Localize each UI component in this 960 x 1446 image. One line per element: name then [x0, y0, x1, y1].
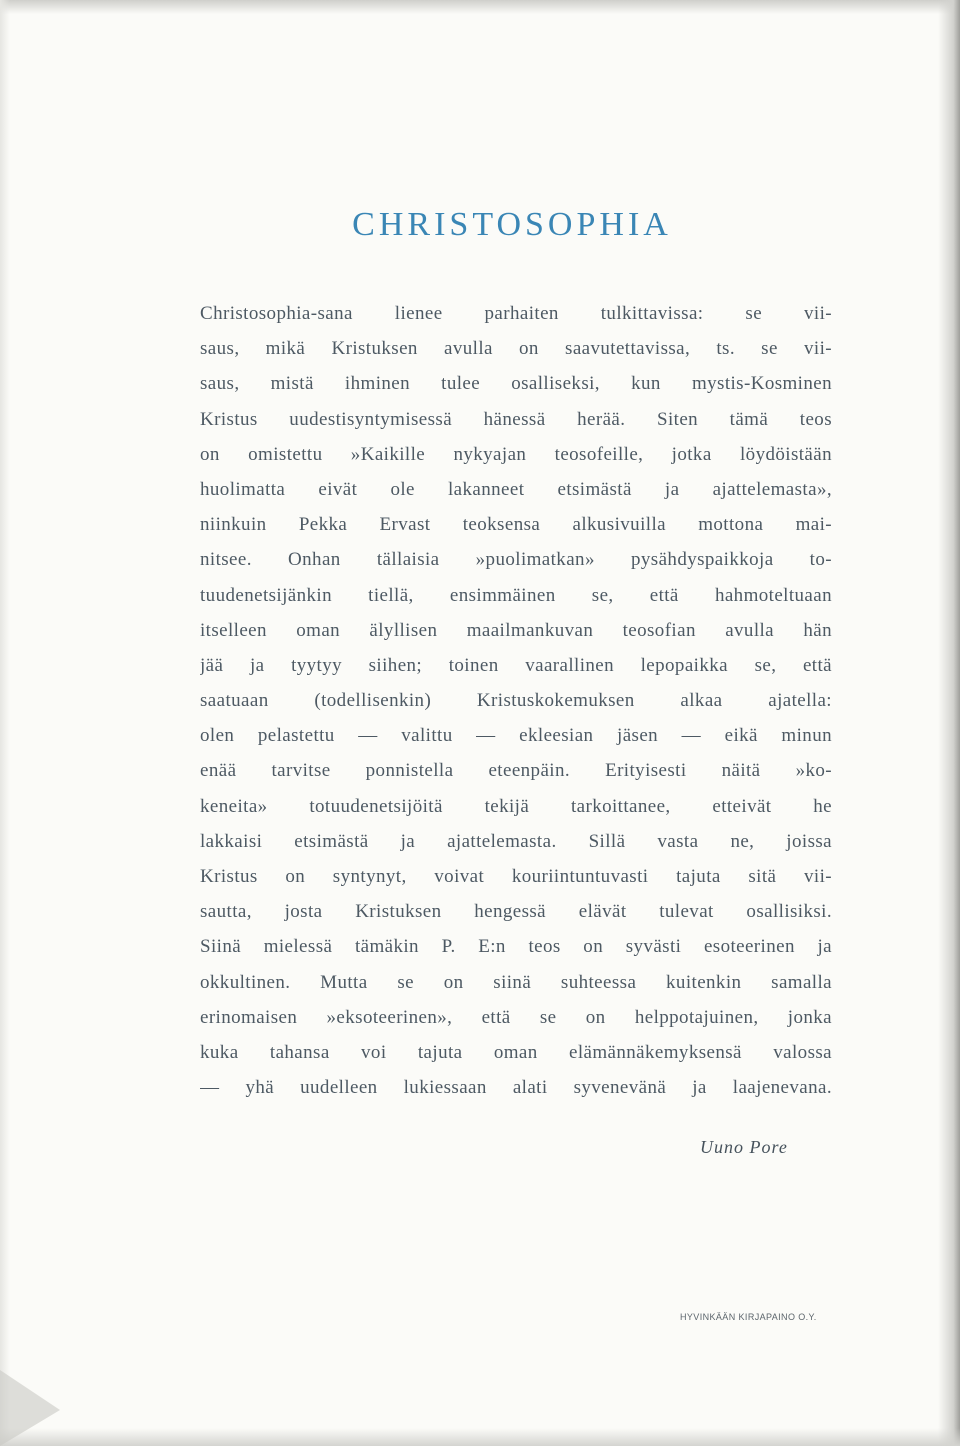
body-line: keneita» totuudenetsijöitä tekijä tarkoittanee, etteivät he [200, 795, 832, 817]
body-line: lakkaisi etsimästä ja ajattelemasta. Sillä vasta ne, joissa [200, 830, 832, 852]
author-signature: Uuno Pore [700, 1137, 788, 1157]
body-line: enää tarvitse ponnistella eteenpäin. Erityisesti näitä »ko- [200, 760, 832, 782]
body-line: olen pelastettu — valittu — ekleesian jäsen — eikä minun [200, 725, 832, 747]
scan-edge-top [0, 0, 960, 14]
body-line: saatuaan (todellisenkin) Kristuskokemuksen alkaa ajatella: [200, 690, 832, 712]
body-line: niinkuin Pekka Ervast teoksensa alkusivuilla mottona mai- [200, 514, 832, 536]
scan-edge-left [0, 0, 10, 1446]
body-line: saus, mistä ihminen tulee osalliseksi, kun mystis-Kosminen [200, 373, 832, 395]
body-line: saus, mikä Kristuksen avulla on saavutettavissa, ts. se vii- [200, 338, 832, 360]
body-line: jää ja tyytyy siihen; toinen vaarallinen lepopaikka se, että [200, 654, 832, 676]
scan-edge-right [938, 0, 960, 1446]
body-line: nitsee. Onhan tällaisia »puolimatkan» pysähdyspaikkoja to- [200, 549, 832, 571]
body-line: itselleen oman älyllisen maailmankuvan teosofian avulla hän [200, 619, 832, 641]
page-title: CHRISTOSOPHIA [352, 206, 672, 243]
body-line: kuka tahansa voi tajuta oman elämännäkemyksensä valossa [200, 1041, 832, 1063]
body-line: huolimatta eivät ole lakanneet etsimästä ja ajattelemasta», [200, 478, 832, 500]
body-line: Kristus on syntynyt, voivat kouriintuntuvasti tajuta sitä vii- [200, 866, 832, 887]
body-line: okkultinen. Mutta se on siinä suhteessa kuitenkin samalla [200, 971, 832, 993]
body-line: Kristus uudestisyntymisessä hänessä herää. Siten tämä teos [200, 408, 832, 430]
body-line: — yhä uudelleen lukiessaan alati syvenevänä ja laajenevana. [200, 1077, 832, 1099]
body-line: sautta, josta Kristuksen hengessä elävät tulevat osallisiksi. [200, 901, 832, 923]
body-line: tuudenetsijänkin tiellä, ensimmäinen se, että hahmoteltuaan [200, 584, 832, 606]
scan-edge-bottom [0, 1428, 960, 1446]
body-line: on omistettu »Kaikille nykyajan teosofeille, jotka löydöistään [200, 443, 832, 465]
body-line: erinomaisen »eksoteerinen», että se on helppotajuinen, jonka [200, 1006, 832, 1028]
body-line: Christosophia-sana lienee parhaiten tulkittavissa: se vii- [200, 303, 832, 324]
folded-corner [0, 1370, 60, 1446]
printer-imprint: HYVINKÄÄN KIRJAPAINO O.Y. [680, 1312, 817, 1322]
body-line: Siinä mielessä tämäkin P. E:n teos on syvästi esoteerinen ja [200, 936, 832, 958]
body-paragraph [200, 296, 832, 1105]
